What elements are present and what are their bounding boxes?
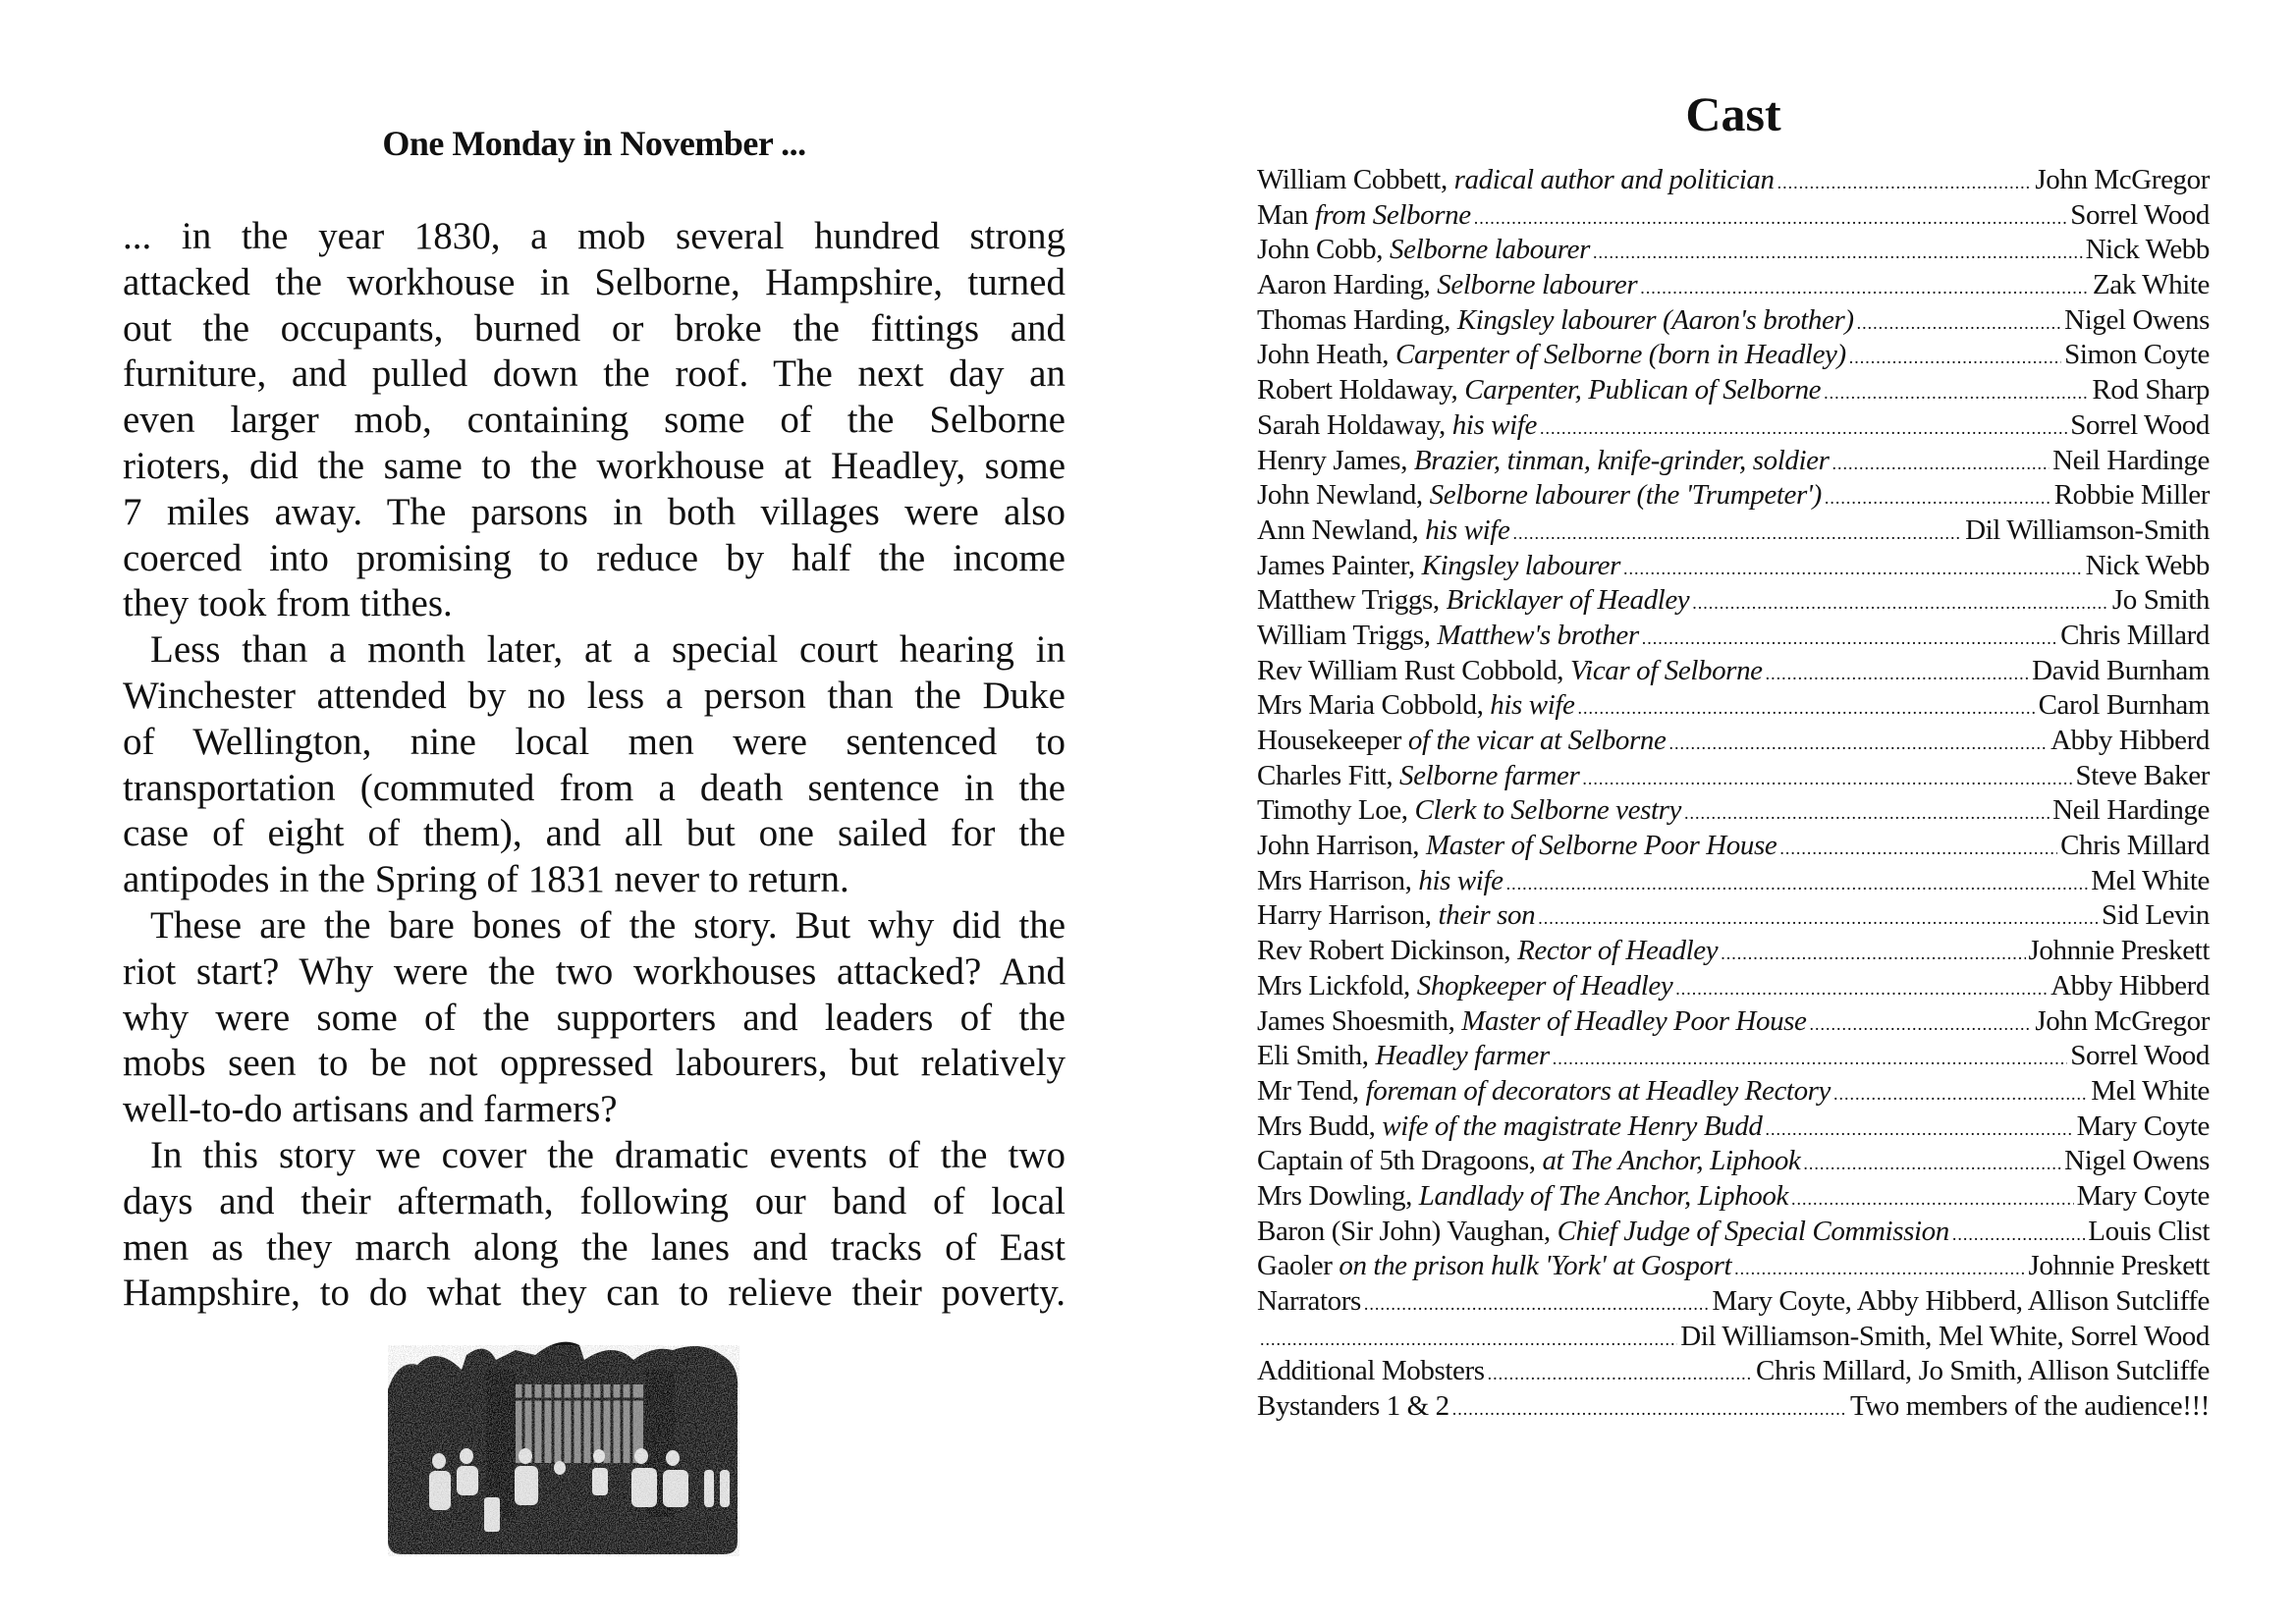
cast-row [1257,1354,2210,1389]
character-description: on the prison hulk 'York' at Gosport [1339,1250,1732,1282]
character [1257,619,1639,654]
cast-row [1257,514,2210,549]
character [1257,793,1681,829]
actor-name: Chris Millard [2060,619,2210,651]
cast-row [1257,444,2210,479]
dot-leader [1779,832,2057,867]
character [1257,1284,1361,1320]
dot-leader [1488,1357,1753,1392]
actor-name: Louis Clist [2088,1215,2210,1247]
story-line: Less than a month later, at a special court hearing in [150,628,1066,672]
actor-name: Sorrel Wood [2070,408,2210,441]
dot-leader [1810,1007,2033,1043]
cast-row [1257,1039,2210,1074]
dot-leader [1640,271,2090,306]
character-description: radical author and politician [1453,164,1775,195]
character-description: Carpenter, Publican of Selborne [1464,374,1822,406]
character-name: Man [1257,198,1308,231]
story-title: One Monday in November ... [382,124,806,163]
character-description: Bricklayer of Headley [1446,584,1690,617]
cast-row [1257,1320,2210,1355]
cast-row [1257,1249,2210,1284]
actor-name: Nick Webb [2085,234,2210,266]
character [1257,759,1579,794]
cast-row [1257,408,2210,444]
dot-leader [1721,937,2025,972]
character [1257,1179,1788,1215]
character-name: Robert Holdaway, [1257,374,1458,406]
dot-leader [1791,1182,2074,1218]
actor-name: Mary Coyte, Abby Hibberd, Allison Sutcliffe [1712,1285,2210,1317]
character [1257,514,1509,549]
character [1257,898,1535,934]
character-description: Selborne farmer [1399,759,1580,791]
story-line: Winchester attended by no less a person than the Duke [123,674,1066,717]
character [1257,444,1830,479]
story-line: mobs seen to be not oppressed labourers, but relatively [123,1042,1066,1085]
character-name: Sarah Holdaway, [1257,408,1446,441]
actor-name: Dil Williamson-Smith, Mel White, Sorrel Wood [1680,1320,2210,1352]
dot-leader [1765,1112,2073,1148]
actor-name: John McGregor [2035,1004,2210,1037]
story-line: well-to-do artisans and farmers? [123,1088,618,1131]
character-description: Rector of Headley [1517,935,1719,967]
character [1257,1039,1550,1074]
character-description: Master of Selborne Poor House [1426,830,1777,862]
dot-leader [1766,657,2030,692]
cast-row [1257,549,2210,584]
character [1257,163,1775,198]
character-name: Aaron Harding, [1257,269,1431,301]
character [1257,1004,1807,1040]
cast-row [1257,583,2210,619]
dot-leader [1582,762,2072,797]
character [1257,1249,1731,1284]
actor-name: Simon Coyte [2064,339,2210,371]
story-line: attacked the workhouse in Selborne, Hampshire, turned [123,260,1066,303]
actor-name: Mary Coyte [2076,1110,2210,1142]
cast-row [1257,373,2210,408]
actor-name: Chris Millard, Jo Smith, Allison Sutcliffe [1756,1355,2210,1387]
character-name: Charles Fitt, [1257,759,1394,791]
dot-leader [1512,516,1962,552]
cast-row [1257,1144,2210,1179]
character [1257,408,1537,444]
character [1257,373,1821,408]
story-line: Hampshire, to do what they can to relieve their poverty. [123,1272,1066,1315]
cast-row [1257,898,2210,934]
cast-title: Cast [1685,86,1781,141]
cast-row [1257,1215,2210,1250]
actor-name: Sorrel Wood [2070,1040,2210,1072]
character-name: Mrs Dowling, [1257,1179,1412,1212]
dot-leader [1684,796,2050,832]
character [1257,338,1846,373]
dot-leader [1952,1218,2085,1253]
actor-name: Nigel Owens [2064,303,2210,336]
character-description: his wife [1418,864,1503,896]
dot-leader [1593,236,2083,271]
actor-name: Johnnie Preskett [2028,1250,2210,1282]
story-line: men as they march along the lanes and tracks of East [123,1225,1066,1269]
character-description: Shopkeeper of Headley [1416,969,1673,1001]
character [1257,1074,1831,1110]
dot-leader [1260,1323,1677,1358]
actor-name: Neil Hardinge [2052,444,2210,476]
character [1257,1144,1800,1179]
character-name: Captain of 5th Dragoons, [1257,1145,1536,1177]
cast-row [1257,829,2210,864]
character-description: Clerk to Selborne vestry [1414,794,1681,827]
actor-name: Chris Millard [2060,830,2210,862]
actor-name: Jo Smith [2111,584,2210,617]
character-name: William Cobbett, [1257,164,1448,195]
character-description: their son [1438,899,1536,932]
dot-leader [1777,166,2033,201]
actor-name: Abby Hibberd [2050,725,2210,756]
actor-name: Sorrel Wood [2070,198,2210,231]
cast-row [1257,1004,2210,1040]
cast-row [1257,338,2210,373]
character [1257,829,1777,864]
character-description: Master of Headley Poor House [1461,1004,1807,1037]
character-name: Bystanders 1 & 2 [1257,1390,1449,1423]
story-line: out the occupants, burned or broke the fittings and [123,306,1066,350]
actor-name: Sid Levin [2102,899,2210,932]
character-name: John Heath, [1257,339,1390,371]
cast-row [1257,198,2210,234]
cast-row [1257,233,2210,268]
cast-row [1257,864,2210,899]
character-description: Kingsley labourer [1421,549,1620,581]
dot-leader [1675,972,2048,1007]
dot-leader [1452,1392,1847,1428]
cast-row [1257,303,2210,339]
cast-row [1257,724,2210,759]
character-description: from Selborne [1314,198,1471,231]
story-body [123,214,1066,1317]
character-description: Vicar of Selborne [1570,654,1763,686]
character-name: Housekeeper [1257,725,1401,756]
story-line: rioters, did the same to the workhouse at Headley, some [123,444,1066,487]
cast-row [1257,619,2210,654]
cast-row [1257,759,2210,794]
dot-leader [1474,201,2068,237]
character-name: Mrs Harrison, [1257,864,1412,896]
character-name: Mr Tend, [1257,1074,1359,1107]
character-description: Selborne labourer [1437,269,1638,301]
dot-leader [1538,901,2099,937]
character-name: Timothy Loe, [1257,794,1408,827]
character [1257,1354,1485,1389]
character-description: of the vicar at Selborne [1407,725,1667,756]
character-name: John Newland, [1257,479,1423,512]
character-description: Selborne labourer (the 'Trumpeter') [1429,479,1822,512]
character [1257,478,1822,514]
story-line: ... in the year 1830, a mob several hundred strong [123,215,1066,257]
story-line: even larger mob, containing some of the Selborne [123,399,1066,442]
character-description: Kingsley labourer (Aaron's brother) [1456,303,1854,336]
dot-leader [1692,586,2109,622]
cast-row [1257,688,2210,724]
story-line: These are the bare bones of the story. But why did the [150,903,1066,947]
dot-leader [1540,411,2067,447]
character-name: Mrs Lickfold, [1257,969,1410,1001]
character-description: Landlady of The Anchor, Liphook [1418,1179,1788,1212]
cast-row [1257,1074,2210,1110]
actor-name: Mel White [2091,864,2210,896]
character-name: Henry James, [1257,444,1408,476]
character-name: Gaoler [1257,1250,1333,1282]
dot-leader [1857,306,2062,342]
story-line: riot start? Why were the two workhouses attacked? And [123,949,1066,993]
character [1257,303,1854,339]
story-line: 7 miles away. The parsons in both villages were also [123,490,1066,533]
character-name: Harry Harrison, [1257,899,1432,932]
character [1257,1110,1762,1145]
character [1257,934,1718,969]
dot-leader [1803,1147,2061,1182]
character-description: Carpenter of Selborne (born in Headley) [1395,339,1846,371]
story-line: days and their aftermath, following our band of local [123,1179,1066,1222]
character-description: Matthew's brother [1437,619,1639,651]
story-line: case of eight of them), and all but one sailed for the [123,812,1066,855]
dot-leader [1668,727,2048,762]
actor-name: Two members of the audience!!! [1849,1390,2210,1423]
cast-row [1257,1110,2210,1145]
character-name: Narrators [1257,1285,1361,1317]
character [1257,688,1575,724]
character-description: Selborne labourer [1390,234,1590,266]
cast-group-photo [378,1330,746,1561]
actor-name: Nick Webb [2085,549,2210,581]
character [1257,1215,1949,1250]
character [1257,654,1763,689]
character-name: John Harrison, [1257,830,1420,862]
cast-row [1257,1284,2210,1320]
character-name: Baron (Sir John) Vaughan, [1257,1215,1551,1247]
character [1257,1389,1449,1425]
story-line: antipodes in the Spring of 1831 never to return. [123,858,849,901]
character-name: Matthew Triggs, [1257,584,1440,617]
actor-name: Nigel Owens [2064,1145,2210,1177]
character-name: James Shoesmith, [1257,1004,1455,1037]
dot-leader [1832,447,2050,482]
actor-name: Neil Hardinge [2052,794,2210,827]
character-description: his wife [1490,689,1575,722]
character-name: Ann Newland, [1257,514,1419,546]
character [1257,233,1590,268]
character-description: his wife [1425,514,1510,546]
character [1257,969,1672,1004]
character-description: wife of the magistrate Henry Budd [1382,1110,1763,1142]
character [1257,268,1637,303]
cast-row [1257,1179,2210,1215]
character-description: Chief Judge of Special Commission [1557,1215,1949,1247]
character-description: foreman of decorators at Headley Rectory [1365,1074,1831,1107]
dot-leader [1833,1077,2088,1112]
dot-leader [1506,867,2089,902]
actor-name: Zak White [2092,269,2210,301]
character-description: Headley farmer [1375,1040,1550,1072]
actor-name: Mary Coyte [2076,1179,2210,1212]
actor-name: Carol Burnham [2038,689,2210,722]
actor-name: Abby Hibberd [2050,969,2210,1001]
cast-row [1257,268,2210,303]
story-line: why were some of the supporters and leaders of the [123,996,1066,1039]
character-name: Eli Smith, [1257,1040,1369,1072]
actor-name: John McGregor [2035,164,2210,195]
character-name: Rev William Rust Cobbold, [1257,654,1564,686]
story-line: coerced into promising to reduce by half the income [123,536,1066,579]
character-description: at The Anchor, Liphook [1542,1145,1801,1177]
dot-leader [1623,552,2083,587]
character-name: John Cobb, [1257,234,1384,266]
character-name: Rev Robert Dickinson, [1257,935,1511,967]
character [1257,724,1666,759]
cast-list [1257,163,2210,1425]
character-description: his wife [1451,408,1537,441]
actor-name: Robbie Miller [2053,479,2210,512]
story-line: transportation (commuted from a death sentence in the [123,766,1066,809]
dot-leader [1642,622,2057,657]
character [1257,583,1689,619]
actor-name: Mel White [2091,1074,2210,1107]
cast-row [1257,793,2210,829]
character-name: William Triggs, [1257,619,1431,651]
actor-name: David Burnham [2032,654,2210,686]
character-name: Mrs Budd, [1257,1110,1376,1142]
story-line: In this story we cover the dramatic events of the two [150,1133,1066,1176]
actor-name: Johnnie Preskett [2028,935,2210,967]
story-line: they took from tithes. [123,582,453,625]
cast-row [1257,478,2210,514]
character [1257,864,1503,899]
character [1257,198,1471,234]
cast-row [1257,1389,2210,1425]
cast-row [1257,654,2210,689]
dot-leader [1553,1042,2068,1077]
character-name: Thomas Harding, [1257,303,1450,336]
actor-name: Rod Sharp [2092,374,2210,406]
actor-name: Dil Williamson-Smith [1965,514,2210,546]
dot-leader [1364,1287,1709,1323]
character-name: Additional Mobsters [1257,1355,1485,1387]
dot-leader [1824,376,2089,411]
story-line: furniture, and pulled down the roof. The next day an [123,352,1066,396]
dot-leader [1825,481,2051,516]
cast-row [1257,163,2210,198]
character-name: Mrs Maria Cobbold, [1257,689,1484,722]
character [1257,549,1620,584]
character-description: Brazier, tinman, knife-grinder, soldier [1413,444,1830,476]
dot-leader [1734,1252,2025,1287]
dot-leader [1849,341,2061,376]
story-line: of Wellington, nine local men were sentenced to [123,720,1066,763]
cast-row [1257,934,2210,969]
character-name: James Painter, [1257,549,1415,581]
dot-leader [1578,691,2036,727]
actor-name: Steve Baker [2075,759,2210,791]
cast-row [1257,969,2210,1004]
